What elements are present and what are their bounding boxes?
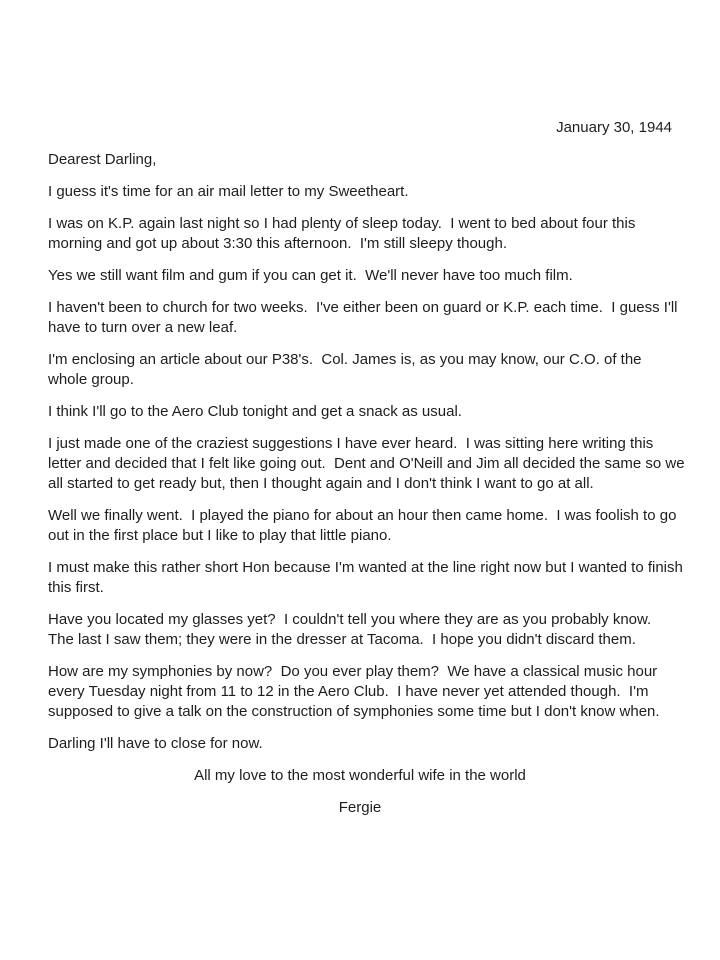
letter-line: I guess it's time for an air mail letter to my Sweetheart.	[48, 183, 409, 200]
letter-line: have to turn over a new leaf.	[48, 319, 238, 336]
letter-line: supposed to give a talk on the construction of symphonies some time but I don't know when.	[48, 703, 660, 720]
letter-line: this first.	[48, 579, 104, 596]
letter-line: every Tuesday night from 11 to 12 in the Aero Club. I have never yet attended though. I'm	[48, 683, 649, 700]
letter-line: All my love to the most wonderful wife in the world	[194, 767, 526, 784]
letter-body	[48, 182, 672, 202]
letter-body	[48, 610, 672, 650]
letter-line: I'm enclosing an article about our P38's. Col. James is, as you may know, our C.O. of the	[48, 351, 642, 368]
letter-closing	[48, 766, 672, 786]
letter-salutation	[48, 150, 672, 170]
letter-body	[48, 266, 672, 286]
letter-body	[48, 506, 677, 546]
letter-body	[48, 558, 683, 598]
letter-line: I think I'll go to the Aero Club tonight and get a snack as usual.	[48, 403, 462, 420]
letter-line: The last I saw them; they were in the dresser at Tacoma. I hope you didn't discard them.	[48, 631, 636, 648]
letter-line: Dearest Darling,	[48, 151, 157, 168]
letter-line: I must make this rather short Hon because I'm wanted at the line right now but I wanted to finish	[48, 559, 683, 576]
letter-line: morning and got up about 3:30 this afternoon. I'm still sleepy though.	[48, 235, 507, 252]
letter-date	[48, 118, 672, 138]
letter-line: I just made one of the craziest suggestions I have ever heard. I was sitting here writing this	[48, 435, 654, 452]
letter-line: January 30, 1944	[556, 119, 672, 136]
letter-line: letter and decided that I felt like going out. Dent and O'Neill and Jim all decided the same so we	[48, 455, 685, 472]
letter-line: whole group.	[48, 371, 134, 388]
letter-body	[48, 402, 672, 422]
letter-body	[48, 298, 678, 338]
letter-signature	[48, 798, 672, 818]
letter-body	[48, 734, 672, 754]
letter-line: How are my symphonies by now? Do you ever play them? We have a classical music hour	[48, 663, 658, 680]
letter-line: Fergie	[338, 799, 382, 816]
letter-line: out in the first place but I like to play that little piano.	[48, 527, 392, 544]
letter-body	[48, 434, 685, 494]
letter-body	[48, 118, 685, 818]
letter-body	[48, 662, 672, 722]
letter-line: all started to get ready but, then I thought again and I don't think I want to go at all.	[48, 475, 594, 492]
letter-line: Yes we still want film and gum if you can get it. We'll never have too much film.	[48, 267, 573, 284]
letter-line: I haven't been to church for two weeks. I've either been on guard or K.P. each time. I guess I'll	[48, 299, 678, 316]
letter-line: Darling I'll have to close for now.	[48, 735, 263, 752]
letter-body	[48, 214, 672, 254]
letter-line: I was on K.P. again last night so I had plenty of sleep today. I went to bed about four this	[48, 215, 636, 232]
letter-line: Have you located my glasses yet? I couldn't tell you where they are as you probably know.	[48, 611, 652, 628]
letter-line: Well we finally went. I played the piano for about an hour then came home. I was foolish to go	[48, 507, 677, 524]
letter-body	[48, 350, 672, 390]
